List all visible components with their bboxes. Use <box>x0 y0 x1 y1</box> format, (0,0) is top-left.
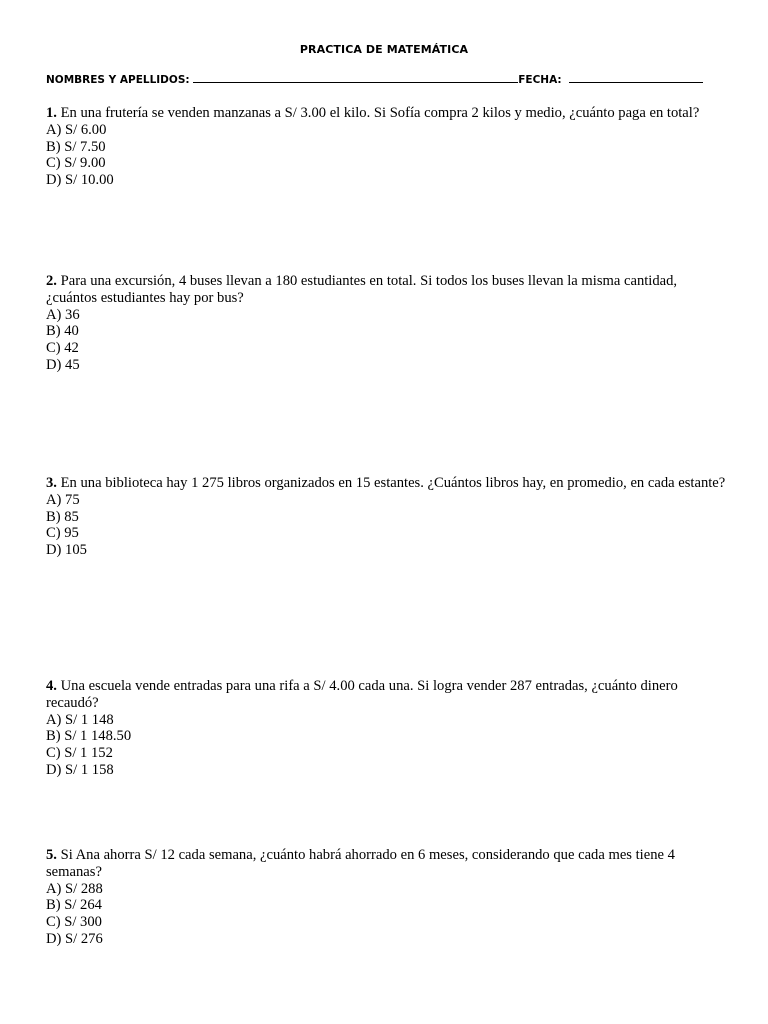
question-2-option-c: C) 42 <box>46 340 79 357</box>
question-3-option-a: A) 75 <box>46 491 80 508</box>
question-4-number: 4. <box>46 678 57 694</box>
question-4-option-b: B) S/ 1 148.50 <box>46 728 132 745</box>
question-2-text <box>46 273 726 307</box>
question-3-number: 3. <box>46 475 57 491</box>
question-5-statement: Si Ana ahorra S/ 12 cada semana, ¿cuánto habrá ahorrado en 6 meses, considerando que cada mes tiene 4 semanas? <box>46 847 675 880</box>
page-title: PRACTICA DE MATEMÁTICA <box>299 43 469 56</box>
question-3-option-d: D) 105 <box>46 542 87 559</box>
names-label: NOMBRES Y APELLIDOS: <box>46 74 190 86</box>
question-4-option-d: D) S/ 1 158 <box>46 761 114 778</box>
question-5-option-c: C) S/ 300 <box>46 914 102 931</box>
question-4-option-a: A) S/ 1 148 <box>46 711 114 728</box>
question-2-option-a: A) 36 <box>46 306 80 323</box>
question-5-option-d: D) S/ 276 <box>46 930 103 947</box>
question-1-option-c: C) S/ 9.00 <box>46 155 106 172</box>
question-2-option-b: B) 40 <box>46 323 79 340</box>
names-field-blank[interactable] <box>193 72 518 83</box>
question-1 <box>46 105 726 189</box>
question-1-option-b: B) S/ 7.50 <box>46 138 106 155</box>
question-3-text <box>46 475 726 492</box>
question-5 <box>46 847 726 948</box>
question-5-option-b: B) S/ 264 <box>46 897 102 914</box>
date-field-blank[interactable] <box>569 72 703 83</box>
question-3-option-c: C) 95 <box>46 525 79 542</box>
question-3-option-b: B) 85 <box>46 508 79 525</box>
question-1-text <box>46 105 726 122</box>
question-4-text <box>46 678 726 712</box>
question-2 <box>46 273 726 374</box>
question-1-statement: En una frutería se venden manzanas a S/ 3.00 el kilo. Si Sofía compra 2 kilos y medio, ¿cuánto paga en total? <box>60 105 700 121</box>
question-4 <box>46 678 726 779</box>
question-2-number: 2. <box>46 273 57 289</box>
question-1-option-a: A) S/ 6.00 <box>46 121 107 138</box>
student-info-line <box>46 72 726 86</box>
question-3 <box>46 475 726 559</box>
question-3-statement: En una biblioteca hay 1 275 libros organizados en 15 estantes. ¿Cuántos libros hay, en promedio, en cada estante? <box>60 475 726 491</box>
question-4-statement: Una escuela vende entradas para una rifa a S/ 4.00 cada una. Si logra vender 287 entradas, ¿cuánto dinero recaudó? <box>46 678 678 711</box>
question-2-option-d: D) 45 <box>46 356 80 373</box>
question-5-option-a: A) S/ 288 <box>46 880 103 897</box>
question-2-statement: Para una excursión, 4 buses llevan a 180 estudiantes en total. Si todos los buses llevan la misma cantidad, ¿cuántos estudiantes hay por bus? <box>46 273 678 306</box>
question-1-number: 1. <box>46 105 57 121</box>
date-label: FECHA: <box>518 74 562 86</box>
question-1-option-d: D) S/ 10.00 <box>46 172 114 189</box>
question-5-text <box>46 847 726 881</box>
question-5-number: 5. <box>46 847 57 863</box>
question-4-option-c: C) S/ 1 152 <box>46 745 113 762</box>
